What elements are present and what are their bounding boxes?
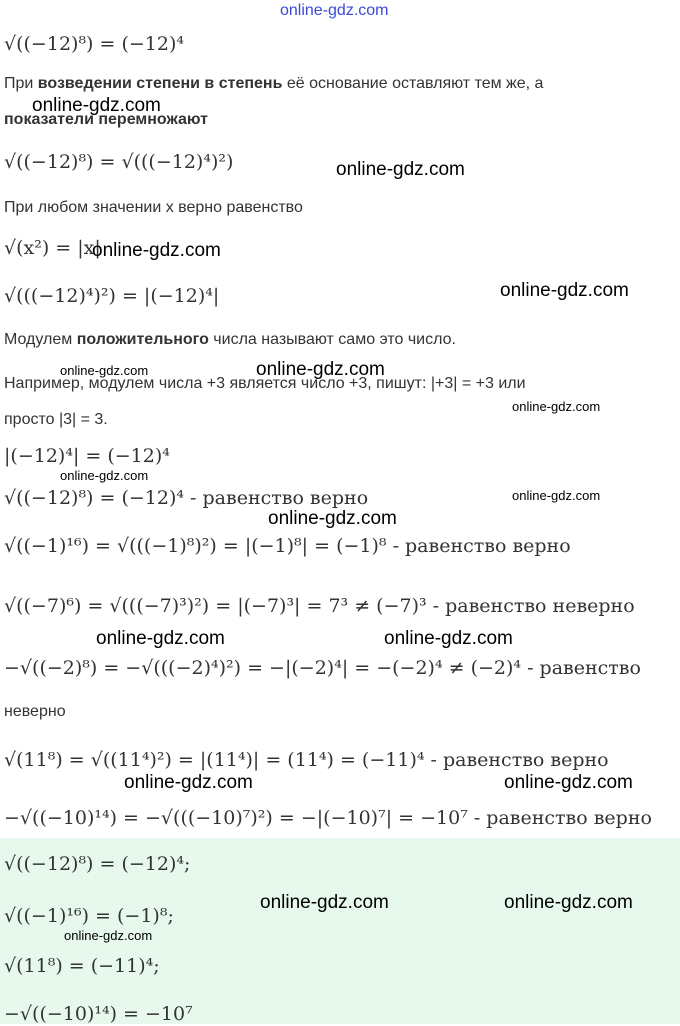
explanation-text: При любом значении x верно равенство	[4, 199, 303, 216]
bold-term: положительного	[76, 331, 209, 348]
watermark: online-gdz.com	[504, 772, 633, 793]
equation-line: √(x²) = |x|	[4, 237, 101, 259]
equation-line: √((−1)¹⁶) = √(((−1)⁸)²) = |(−1)⁸| = (−1)⁸ - равенство верно	[4, 535, 571, 557]
watermark: online-gdz.com	[512, 399, 601, 414]
explanation-text	[4, 72, 543, 96]
equation-line: √((−7)⁶) = √(((−7)³)²) = |(−7)³| = 7³ ≠ (−7)³ - равенство неверно	[4, 595, 635, 617]
text-part: Модулем	[4, 331, 77, 348]
answer-line: √((−12)⁸) = (−12)⁴;	[4, 853, 191, 875]
equation-line: √((−12)⁸) = √(((−12)⁴)²)	[4, 151, 234, 173]
watermark: online-gdz.com	[336, 159, 465, 180]
answer-line: −√((−10)¹⁴) = −10⁷	[4, 1003, 193, 1025]
watermark: online-gdz.com	[92, 240, 221, 261]
watermark: online-gdz.com	[32, 95, 161, 116]
watermark: online-gdz.com	[256, 359, 385, 380]
answer-line: √(11⁸) = (−11)⁴;	[4, 955, 160, 977]
watermark: online-gdz.com	[60, 468, 149, 483]
watermark: online-gdz.com	[512, 488, 601, 503]
equation-line: √((−12)⁸) = (−12)⁴ - равенство верно	[4, 487, 369, 509]
explanation-text: просто |3| = 3.	[4, 411, 108, 428]
equation-line: −√((−10)¹⁴) = −√(((−10)⁷)²) = −|(−10)⁷| = −10⁷ - равенство верно	[4, 807, 652, 829]
bold-term: возведении степени в степень	[37, 75, 283, 92]
watermark: online-gdz.com	[60, 363, 149, 378]
watermark: online-gdz.com	[260, 892, 389, 913]
equation-line: |(−12)⁴| = (−12)⁴	[4, 445, 170, 467]
watermark: online-gdz.com	[384, 628, 513, 649]
text-part: числа называют само это число.	[208, 331, 456, 348]
watermark-top[interactable]: online-gdz.com	[280, 2, 389, 19]
explanation-text: неверно	[4, 703, 66, 720]
watermark: online-gdz.com	[500, 280, 629, 301]
watermark: online-gdz.com	[64, 928, 153, 943]
bold-term: показатели перемножают	[4, 111, 208, 128]
watermark: online-gdz.com	[124, 772, 253, 793]
watermark: online-gdz.com	[268, 508, 397, 529]
explanation-text: Например, модулем числа +3 является число +3, пишут: |+3| = +3 или	[4, 375, 526, 392]
text-part: её основание оставляют тем же, а	[282, 75, 544, 92]
watermark: online-gdz.com	[504, 892, 633, 913]
text-part: При	[4, 75, 38, 92]
equation-line: −√((−2)⁸) = −√(((−2)⁴)²) = −|(−2)⁴| = −(−2)⁴ ≠ (−2)⁴ - равенство	[4, 657, 641, 679]
equation-line: √((−12)⁸) = (−12)⁴	[4, 33, 185, 55]
answer-line: √((−1)¹⁶) = (−1)⁸;	[4, 905, 174, 927]
watermark: online-gdz.com	[96, 628, 225, 649]
explanation-text	[4, 328, 456, 352]
equation-line: √(((−12)⁴)²) = |(−12)⁴|	[4, 285, 220, 307]
equation-line: √(11⁸) = √((11⁴)²) = |(11⁴)| = (11⁴) = (−11)⁴ - равенство верно	[4, 749, 609, 771]
